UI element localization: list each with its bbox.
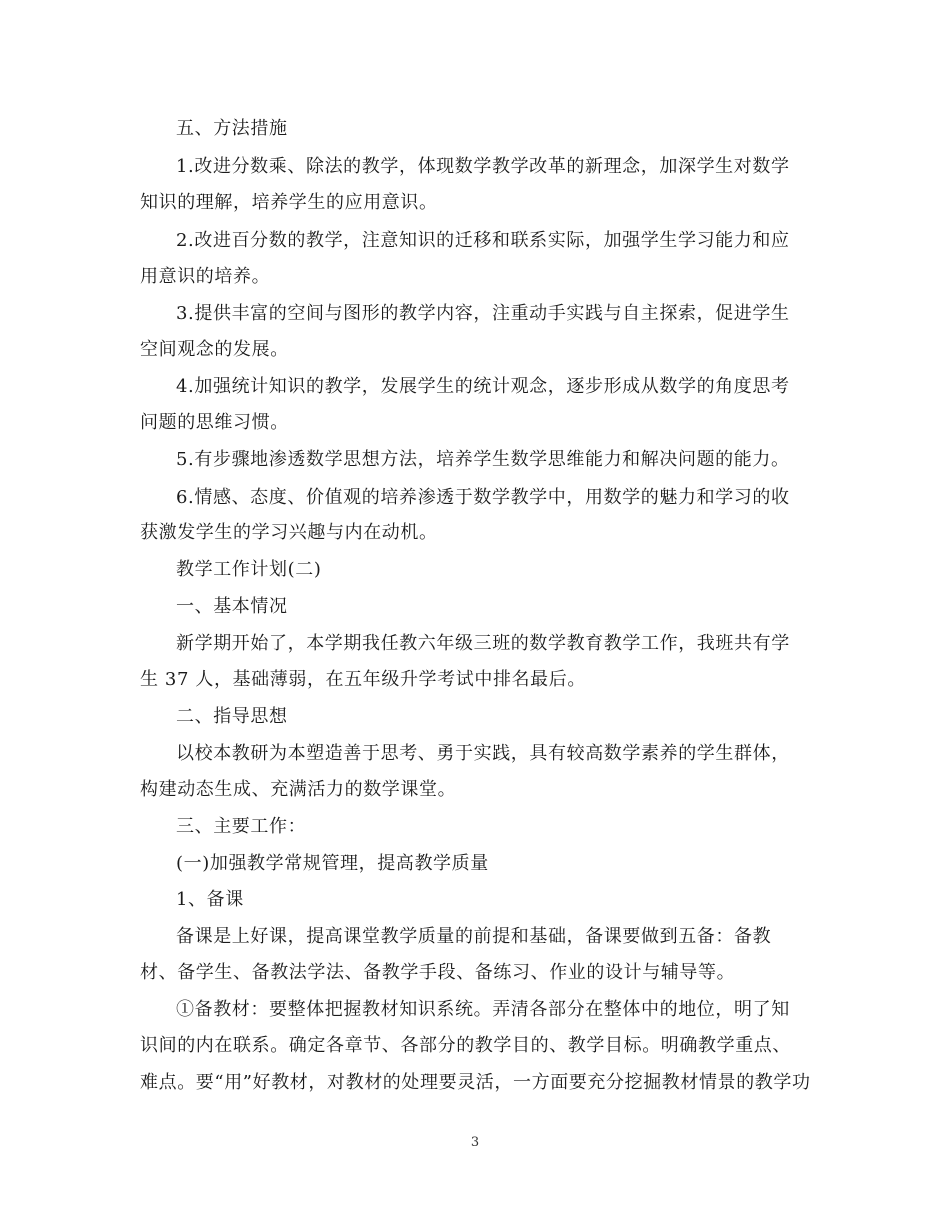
paragraph-line: 2.改进百分数的教学，注意知识的迁移和联系实际，加强学生学习能力和应: [176, 230, 790, 251]
paragraph-line: 生 37 人，基础薄弱，在五年级升学考试中排名最后。: [140, 669, 586, 690]
paragraph-line: 3.提供丰富的空间与图形的教学内容，注重动手实践与自主探索，促进学生: [176, 303, 790, 324]
paragraph-line: 4.加强统计知识的教学，发展学生的统计观念，逐步形成从数学的角度思考: [176, 376, 790, 397]
paragraph-line: 空间观念的发展。: [140, 339, 289, 360]
subsection-heading-lesson-prep: 1、备课: [176, 889, 244, 910]
paragraph-line: 难点。要“用”好教材，对教材的处理要灵活，一方面要充分挖掘教材情景的教学功: [140, 1072, 811, 1093]
section-heading-methods: 五、方法措施: [176, 118, 288, 139]
paragraph-line: 6.情感、态度、价值观的培养渗透于数学教学中，用数学的魅力和学习的收: [176, 487, 790, 508]
section-heading-guiding-thought: 二、指导思想: [176, 706, 288, 727]
paragraph-line: 问题的思维习惯。: [140, 412, 289, 433]
paragraph-line: ①备教材：要整体把握教材知识系统。弄清各部分在整体中的地位，明了知: [176, 999, 790, 1020]
paragraph-line: 材、备学生、备教法学法、备教学手段、备练习、作业的设计与辅导等。: [140, 962, 736, 983]
paragraph-line: 新学期开始了，本学期我任教六年级三班的数学教育教学工作，我班共有学: [176, 633, 790, 654]
page-number: 3: [470, 1135, 480, 1150]
paragraph-line: 识间的内在联系。确定各章节、各部分的教学目的、教学目标。明确教学重点、: [140, 1035, 791, 1056]
paragraph-line: 用意识的培养。: [140, 266, 271, 287]
paragraph-line: 获激发学生的学习兴趣与内在动机。: [140, 522, 438, 543]
paragraph-line: 备课是上好课，提高课堂教学质量的前提和基础，备课要做到五备：备教: [176, 926, 772, 947]
subsection-heading: (一)加强教学常规管理，提高教学质量: [176, 853, 489, 874]
paragraph-line: 以校本教研为本塑造善于思考、勇于实践，具有较高数学素养的学生群体，: [176, 743, 790, 764]
paragraph-line: 5.有步骤地渗透数学思想方法，培养学生数学思维能力和解决问题的能力。: [176, 449, 790, 470]
section-heading-main-work: 三、主要工作：: [176, 816, 307, 837]
paragraph-line: 知识的理解，培养学生的应用意识。: [140, 192, 438, 213]
section-heading-basic-situation: 一、基本情况: [176, 596, 288, 617]
section-title-plan-two: 教学工作计划(二): [176, 559, 322, 580]
paragraph-line: 构建动态生成、充满活力的数学课堂。: [140, 779, 457, 800]
paragraph-line: 1.改进分数乘、除法的教学，体现数学教学改革的新理念，加深学生对数学: [176, 156, 790, 177]
